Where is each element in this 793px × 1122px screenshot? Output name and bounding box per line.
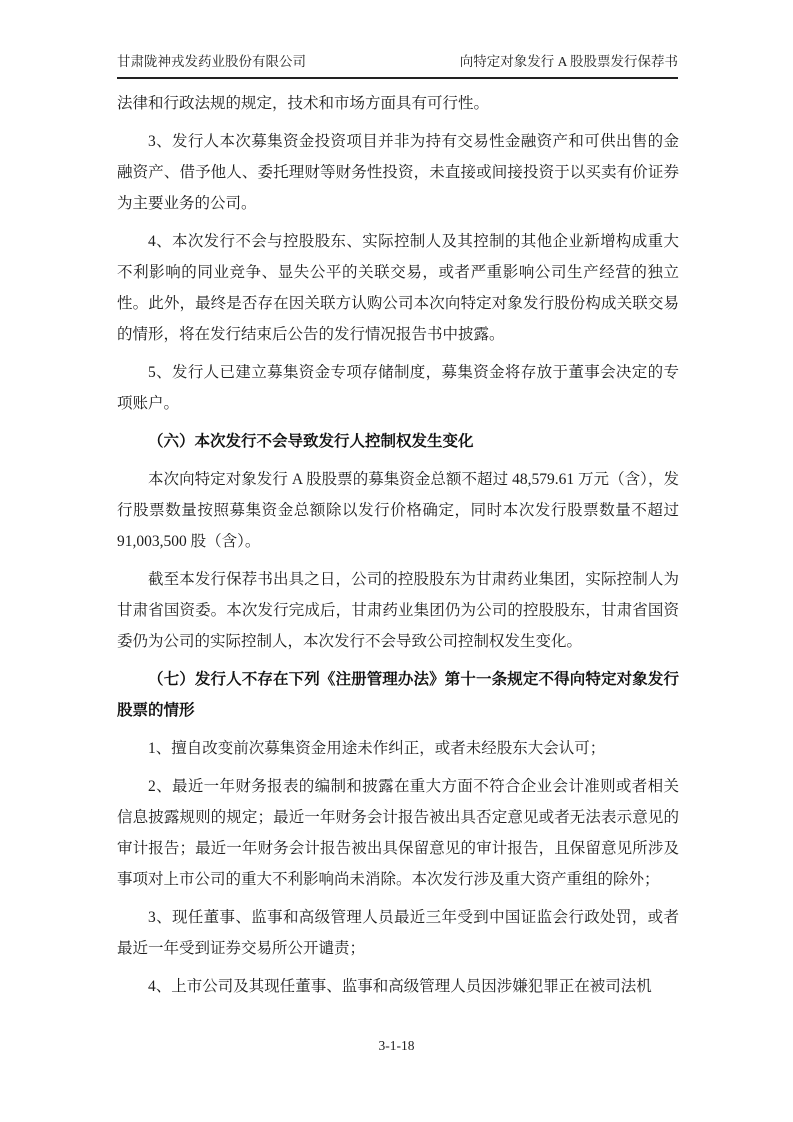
page-footer [0,1038,793,1054]
paragraph-fundraising-amount: 本次向特定对象发行 A 股股票的募集资金总额不超过 48,579.61 万元（含），发行股票数量按照募集资金总额除以发行价格确定，同时本次发行股票数量不超过 91,003,500 股（含）。 [117,471,679,550]
section-heading-six: （六）本次发行不会导致发行人控制权发生变化 [148,433,474,450]
section-heading-seven: （七）发行人不存在下列《注册管理办法》第十一条规定不得向特定对象发行股票的情形 [117,671,679,719]
paragraph-condition-3: 3、现任董事、监事和高级管理人员最近三年受到中国证监会行政处罚，或者最近一年受到证券交易所公开谴责； [117,909,679,957]
header-doc-title: 向特定对象发行 A 股股票发行保荐书 [459,54,678,69]
document-body [117,88,679,1002]
paragraph-condition-4: 4、上市公司及其现任董事、监事和高级管理人员因涉嫌犯罪正在被司法机 [148,978,652,995]
page-number: 3-1-18 [378,1038,415,1053]
header-company-name: 甘肃陇神戎发药业股份有限公司 [117,54,306,69]
paragraph-item-5: 5、发行人已建立募集资金专项存储制度，募集资金将存放于董事会决定的专项账户。 [117,364,679,412]
paragraph-condition-1: 1、擅自改变前次募集资金用途未作纠正，或者未经股东大会认可； [148,740,606,757]
page-header [117,52,678,79]
paragraph-item-4: 4、本次发行不会与控股股东、实际控制人及其控制的其他企业新增构成重大不利影响的同业竞争、显失公平的关联交易，或者严重影响公司生产经营的独立性。此外，最终是否存在因关联方认购公司本次向特定对象发行股份构成关联交易的情形，将在发行结束后公告的发行情况报告书中披露。 [117,233,679,343]
paragraph-continued: 法律和行政法规的规定，技术和市场方面具有可行性。 [117,95,490,112]
paragraph-item-3: 3、发行人本次募集资金投资项目并非为持有交易性金融资产和可供出售的金融资产、借予他人、委托理财等财务性投资，未直接或间接投资于以买卖有价证券为主要业务的公司。 [117,133,679,212]
paragraph-condition-2: 2、最近一年财务报表的编制和披露在重大方面不符合企业会计准则或者相关信息披露规则的规定；最近一年财务会计报告被出具否定意见或者无法表示意见的审计报告；最近一年财务会计报告被出具保留意见的审计报告，且保留意见所涉及事项对上市公司的重大不利影响尚未消除。本次发行涉及重大资产重组的除外； [117,778,679,888]
paragraph-controlling-shareholder: 截至本发行保荐书出具之日，公司的控股股东为甘肃药业集团，实际控制人为甘肃省国资委。本次发行完成后，甘肃药业集团仍为公司的控股股东，甘肃省国资委仍为公司的实际控制人，本次发行不会导致公司控制权发生变化。 [117,571,679,650]
